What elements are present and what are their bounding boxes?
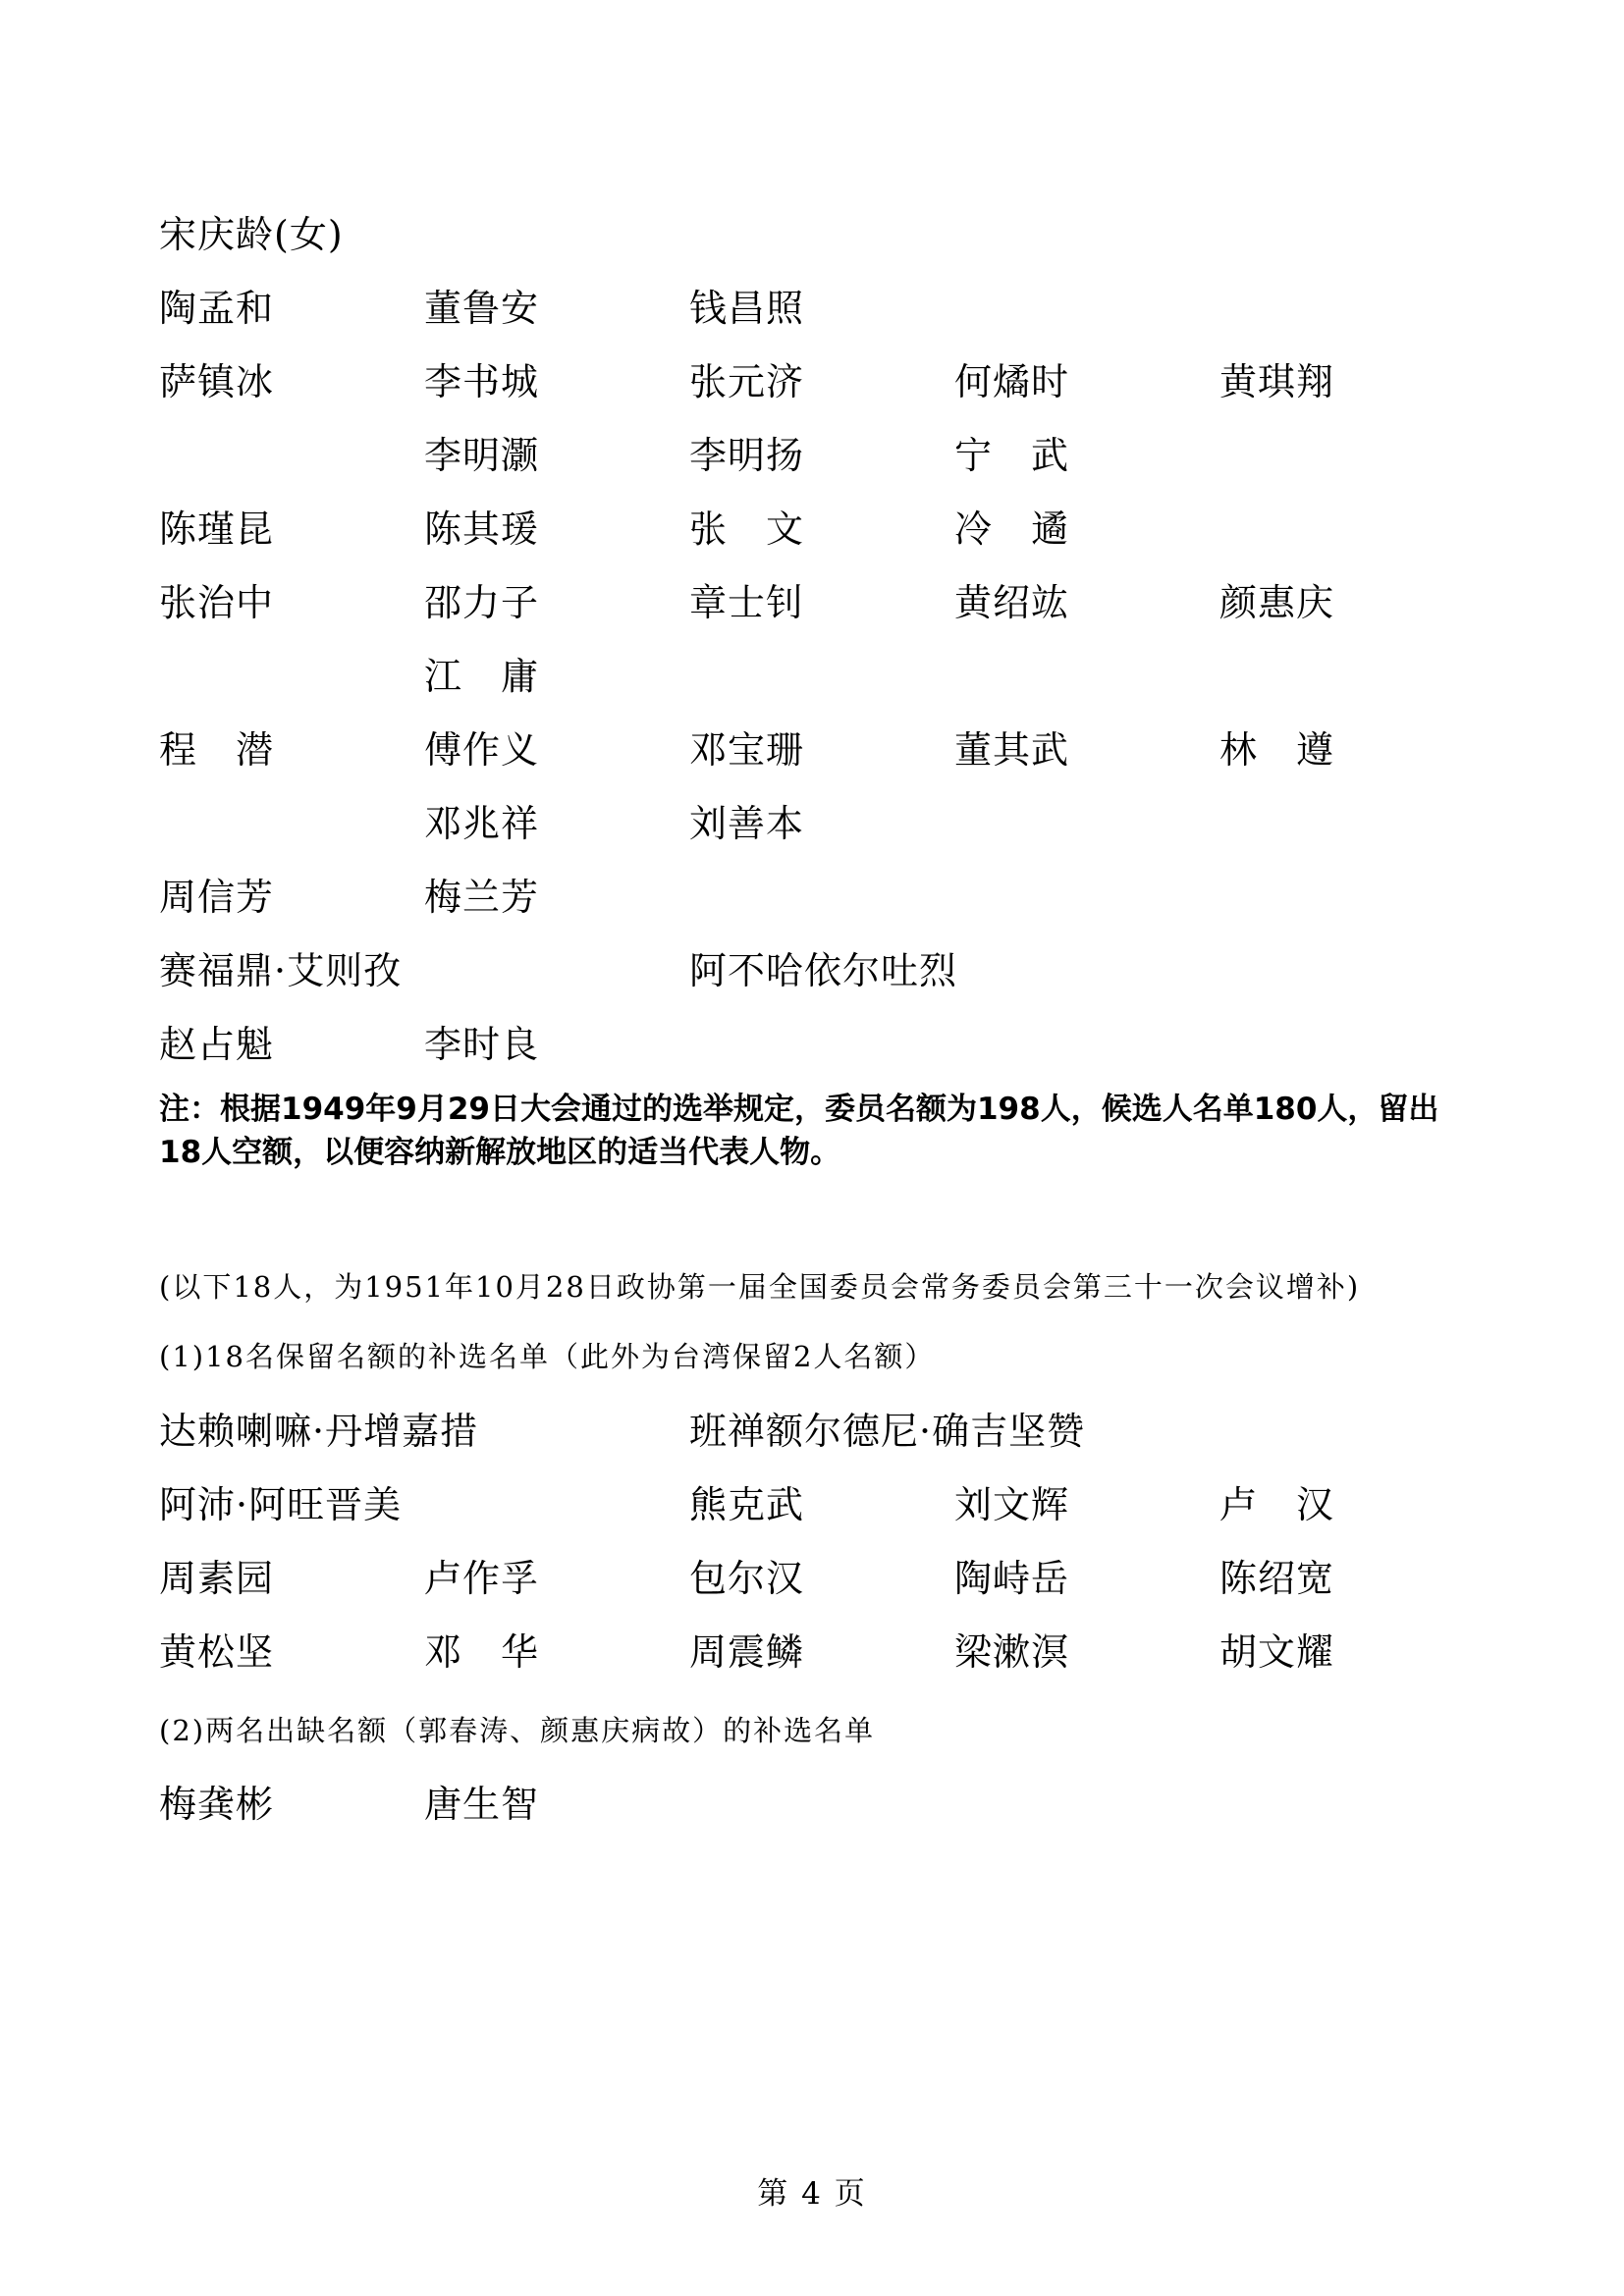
member-name: 张元济 (689, 360, 805, 403)
member-name: 邵力子 (424, 581, 540, 624)
name-row (159, 1409, 1534, 1468)
member-name: 萨镇冰 (159, 360, 275, 403)
member-name: 张 文 (689, 507, 805, 551)
member-name: 周震鳞 (689, 1630, 805, 1674)
member-name: 董鲁安 (424, 287, 540, 330)
member-name: 阿沛·阿旺晋美 (159, 1483, 403, 1526)
name-row (159, 580, 1534, 639)
member-name: 颜惠庆 (1219, 581, 1335, 624)
member-name: 李明扬 (689, 434, 805, 477)
member-name: 宋庆龄(女) (159, 213, 344, 256)
member-name: 陶峙岳 (954, 1557, 1070, 1600)
member-name: 胡文耀 (1219, 1630, 1335, 1674)
name-row (159, 212, 1534, 271)
name-row (159, 1782, 1534, 1841)
member-name: 章士钊 (689, 581, 805, 624)
page-number: 第 4 页 (757, 2176, 867, 2212)
name-row (159, 1022, 1534, 1081)
member-name: 包尔汉 (689, 1557, 805, 1600)
member-name: 赛福鼎·艾则孜 (159, 949, 403, 992)
election-note: 注：根据1949年9月29日大会通过的选举规定，委员名额为198人，候选人名单180人，留出18人空额，以便容纳新解放地区的适当代表人物。 (159, 1092, 1439, 1170)
member-name: 宁 武 (954, 434, 1070, 477)
member-name: 钱昌照 (689, 287, 805, 330)
name-row (159, 1482, 1534, 1541)
member-name: 卢 汉 (1219, 1483, 1335, 1526)
name-row (159, 1556, 1534, 1615)
member-name: 董其武 (954, 728, 1070, 772)
member-name: 黄绍竑 (954, 581, 1070, 624)
member-name: 梅龚彬 (159, 1783, 275, 1826)
name-row (159, 801, 1534, 860)
member-name: 李书城 (424, 360, 540, 403)
member-name: 傅作义 (424, 728, 540, 772)
member-name: 陈瑾昆 (159, 507, 275, 551)
supplement-intro: (以下18人，为1951年10月28日政协第一届全国委员会常务委员会第三十一次会议增补) (159, 1270, 1361, 1304)
member-name: 陈其瑗 (424, 507, 540, 551)
member-name: 李明灏 (424, 434, 540, 477)
name-row (159, 948, 1534, 1007)
member-name: 邓宝珊 (689, 728, 805, 772)
member-name: 达赖喇嘛·丹增嘉措 (159, 1410, 479, 1453)
member-name: 冷 遹 (954, 507, 1070, 551)
member-name: 何燏时 (954, 360, 1070, 403)
member-name: 唐生智 (424, 1783, 540, 1826)
member-name: 陈绍宽 (1219, 1557, 1335, 1600)
member-name: 黄松坚 (159, 1630, 275, 1674)
name-row (159, 433, 1534, 492)
member-name: 周素园 (159, 1557, 275, 1600)
member-name: 赵占魁 (159, 1023, 275, 1066)
section1-heading: (1)18名保留名额的补选名单（此外为台湾保留2人名额） (159, 1340, 936, 1373)
member-name: 梁漱溟 (954, 1630, 1070, 1674)
member-name: 陶孟和 (159, 287, 275, 330)
member-name: 刘善本 (689, 802, 805, 845)
member-name: 刘文辉 (954, 1483, 1070, 1526)
name-row (159, 1629, 1534, 1688)
member-name: 卢作孚 (424, 1557, 540, 1600)
name-row (159, 727, 1534, 786)
member-name: 周信芳 (159, 876, 275, 919)
member-name: 黄琪翔 (1219, 360, 1335, 403)
name-row (159, 507, 1534, 565)
member-name: 阿不哈依尔吐烈 (689, 949, 958, 992)
name-row (159, 359, 1534, 418)
member-name: 林 遵 (1219, 728, 1335, 772)
name-row (159, 286, 1534, 345)
member-name: 张治中 (159, 581, 275, 624)
section2-heading: (2)两名出缺名额（郭春涛、颜惠庆病故）的补选名单 (159, 1714, 876, 1747)
member-name: 班禅额尔德尼·确吉坚赞 (689, 1410, 1086, 1453)
name-row (159, 654, 1534, 713)
name-row (159, 875, 1534, 934)
member-name: 李时良 (424, 1023, 540, 1066)
member-name: 梅兰芳 (424, 876, 540, 919)
member-name: 程 潜 (159, 728, 275, 772)
member-name: 熊克武 (689, 1483, 805, 1526)
member-name: 邓兆祥 (424, 802, 540, 845)
member-name: 邓 华 (424, 1630, 540, 1674)
member-name: 江 庸 (424, 655, 540, 698)
